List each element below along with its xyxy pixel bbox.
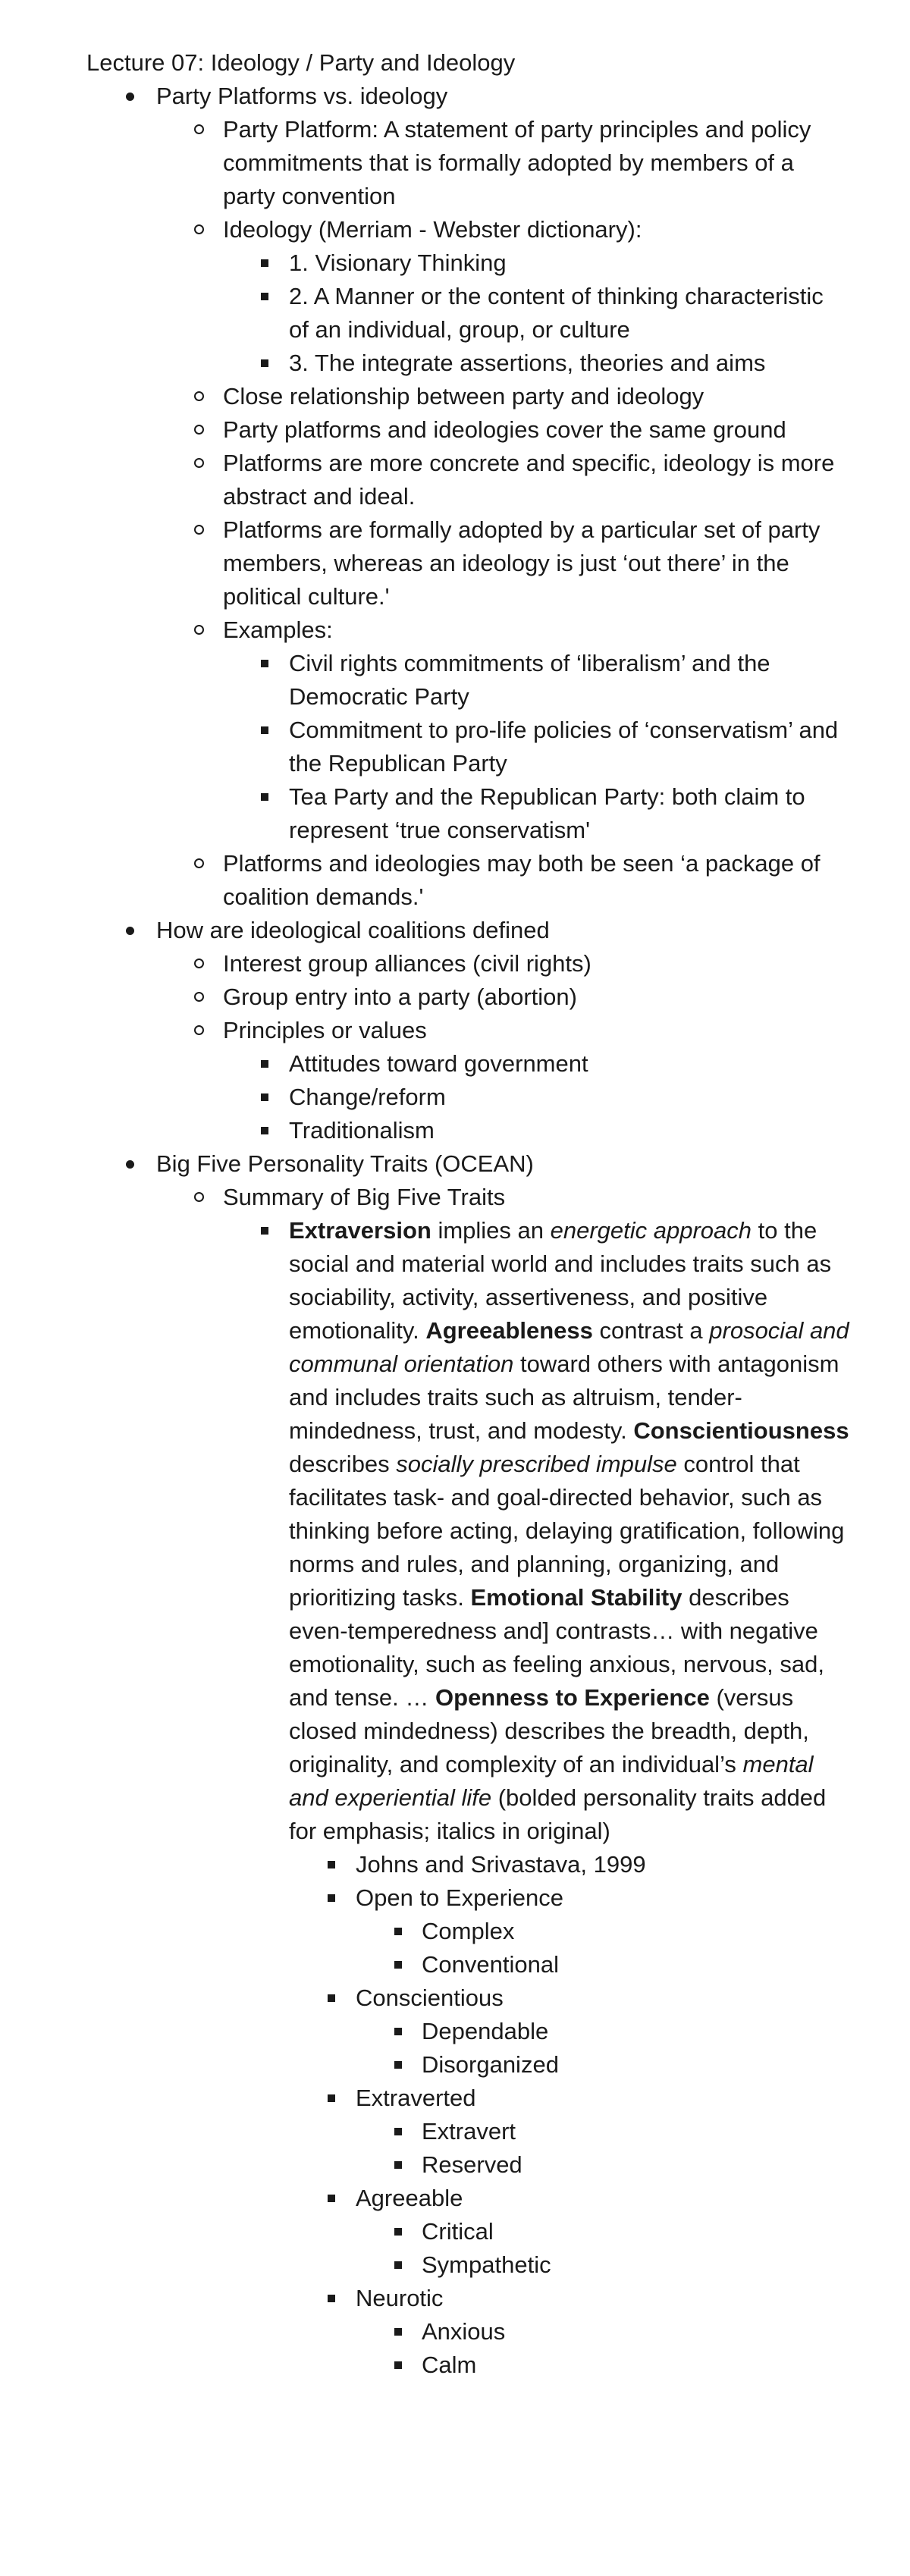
list-item-text: Platforms are formally adopted by a particular set of party members, whereas an ideology is just ‘out there’ in the political culture.' (223, 516, 821, 610)
list-item (0, 380, 910, 413)
trait-pole (0, 2015, 910, 2048)
list-item (0, 1081, 910, 1114)
italic-phrase: prosocial and communal orientation (289, 1317, 849, 1377)
list-item (0, 847, 910, 914)
trait-name: Extraverted (356, 2085, 476, 2111)
list-item-text: Platforms and ideologies may both be seen ‘a package of coalition demands.' (223, 850, 821, 910)
trait-pole (0, 2115, 910, 2148)
circle-bullet-icon (194, 425, 204, 435)
bold-term: Extraversion (289, 1217, 431, 1244)
trait-pole-text: Conventional (422, 1951, 559, 1978)
list-item (0, 280, 910, 347)
paragraph-text: implies an (431, 1217, 551, 1244)
trait-name: Conscientious (356, 1985, 504, 2011)
paragraph-text: (bolded personality traits added for emphasis; italics in original) (289, 1784, 827, 1844)
list-item (0, 914, 910, 947)
citation: Johns and Srivastava, 1999 (356, 1851, 646, 1878)
square-bullet-icon (328, 2094, 335, 2102)
bold-term: Openness to Experience (435, 1684, 710, 1711)
square-bullet-icon (261, 1093, 268, 1101)
trait-pole (0, 1915, 910, 1948)
circle-bullet-icon (194, 124, 204, 134)
list-item-text: Attitudes toward government (289, 1050, 588, 1077)
list-item (0, 1147, 910, 1181)
trait-pole (0, 2148, 910, 2182)
square-bullet-icon (261, 359, 268, 367)
square-bullet-icon (261, 293, 268, 300)
traits-paragraph (0, 1214, 910, 1848)
square-bullet-icon (394, 1928, 402, 1935)
trait-name: Agreeable (356, 2185, 463, 2211)
trait-item (0, 2082, 910, 2115)
square-bullet-icon (394, 2361, 402, 2369)
trait-name: Neurotic (356, 2285, 444, 2311)
list-item (0, 1114, 910, 1147)
square-bullet-icon (328, 2195, 335, 2202)
list-item (0, 447, 910, 513)
italic-phrase: energetic approach (550, 1217, 752, 1244)
italic-phrase: socially prescribed impulse (396, 1451, 677, 1477)
list-item-text: Platforms are more concrete and specific, ideology is more abstract and ideal. (223, 450, 835, 510)
list-item-text: Change/reform (289, 1084, 446, 1110)
section-heading: Party Platforms vs. ideology (156, 83, 448, 109)
disc-bullet-icon (126, 1160, 134, 1169)
trait-name: Open to Experience (356, 1884, 564, 1911)
square-bullet-icon (261, 793, 268, 801)
list-item (0, 1047, 910, 1081)
list-item-text: Ideology (Merriam - Webster dictionary): (223, 216, 642, 243)
trait-pole-text: Extravert (422, 2118, 516, 2145)
trait-item (0, 1881, 910, 1915)
paragraph-text: contrast a (592, 1317, 710, 1344)
section-heading: Big Five Personality Traits (OCEAN) (156, 1150, 534, 1177)
trait-item (0, 2282, 910, 2315)
list-item-text: 3. The integrate assertions, theories and aims (289, 350, 766, 376)
paragraph-text: toward others with antagonism and includes traits such as altruism, tender-mindedness, trust, and modesty. (289, 1351, 839, 1444)
trait-pole-text: Complex (422, 1918, 515, 1944)
outline-list (0, 80, 910, 2382)
square-bullet-icon (394, 2028, 402, 2035)
list-item-text: Principles or values (223, 1017, 427, 1043)
list-item (0, 613, 910, 647)
list-item-text: Group entry into a party (abortion) (223, 984, 577, 1010)
square-bullet-icon (328, 1994, 335, 2002)
paragraph-text: describes even-temperedness and] contrasts… with negative emotionality, such as feeling anxious, nervous, sad, and tense. … (289, 1584, 824, 1711)
circle-bullet-icon (194, 458, 204, 468)
list-item (0, 1848, 910, 1881)
section-heading: How are ideological coalitions defined (156, 917, 550, 943)
trait-item (0, 1981, 910, 2015)
paragraph-text: (versus closed mindedness) describes the breadth, depth, originality, and complexity of an individual’s (289, 1684, 809, 1777)
list-item (0, 981, 910, 1014)
list-item (0, 413, 910, 447)
list-item-text: Close relationship between party and ideology (223, 383, 704, 409)
list-item-text: Party Platform: A statement of party principles and policy commitments that is formally adopted by members of a party convention (223, 116, 811, 209)
list-item (0, 647, 910, 714)
trait-pole-text: Disorganized (422, 2051, 559, 2078)
list-item (0, 213, 910, 246)
circle-bullet-icon (194, 992, 204, 1002)
square-bullet-icon (394, 2328, 402, 2336)
trait-item (0, 2182, 910, 2215)
square-bullet-icon (261, 726, 268, 734)
square-bullet-icon (261, 1060, 268, 1068)
trait-pole (0, 2315, 910, 2349)
list-item-text: Commitment to pro-life policies of ‘conservatism’ and the Republican Party (289, 717, 839, 777)
bold-term: Conscientiousness (633, 1417, 849, 1444)
list-item-text: Summary of Big Five Traits (223, 1184, 506, 1210)
square-bullet-icon (328, 2295, 335, 2302)
square-bullet-icon (394, 2161, 402, 2169)
list-item (0, 1181, 910, 1214)
circle-bullet-icon (194, 391, 204, 401)
italic-phrase: mental and experiential life (289, 1751, 814, 1811)
square-bullet-icon (328, 1894, 335, 1902)
bold-term: Agreeableness (425, 1317, 593, 1344)
list-item-text: 2. A Manner or the content of thinking characteristic of an individual, group, or culture (289, 283, 824, 343)
circle-bullet-icon (194, 525, 204, 535)
page-title: Lecture 07: Ideology / Party and Ideology (86, 49, 516, 76)
list-item-text: Party platforms and ideologies cover the same ground (223, 416, 786, 443)
list-item-text: Civil rights commitments of ‘liberalism’ and the Democratic Party (289, 650, 770, 710)
circle-bullet-icon (194, 1192, 204, 1202)
list-item (0, 80, 910, 113)
square-bullet-icon (394, 2261, 402, 2269)
trait-pole-text: Anxious (422, 2318, 506, 2345)
list-item-text: Interest group alliances (civil rights) (223, 950, 592, 977)
trait-pole (0, 1948, 910, 1981)
circle-bullet-icon (194, 858, 204, 868)
trait-pole-text: Reserved (422, 2151, 522, 2178)
square-bullet-icon (261, 660, 268, 667)
trait-pole (0, 2215, 910, 2248)
list-item (0, 513, 910, 613)
disc-bullet-icon (126, 93, 134, 101)
square-bullet-icon (261, 1227, 268, 1235)
paragraph-text: control that facilitates task- and goal-directed behavior, such as thinking before acting, delaying gratification, following norms and rules, and planning, organizing, and prioritizing tasks. (289, 1451, 845, 1611)
circle-bullet-icon (194, 224, 204, 234)
trait-pole-text: Sympathetic (422, 2251, 551, 2278)
list-item-text: 1. Visionary Thinking (289, 249, 507, 276)
square-bullet-icon (394, 2128, 402, 2135)
trait-pole (0, 2048, 910, 2082)
trait-pole-text: Calm (422, 2352, 477, 2378)
list-item (0, 347, 910, 380)
list-item (0, 780, 910, 847)
circle-bullet-icon (194, 1025, 204, 1035)
list-item-text: Examples: (223, 617, 333, 643)
bold-term: Emotional Stability (470, 1584, 682, 1611)
list-item (0, 947, 910, 981)
circle-bullet-icon (194, 625, 204, 635)
disc-bullet-icon (126, 927, 134, 935)
list-item (0, 714, 910, 780)
square-bullet-icon (394, 1961, 402, 1969)
list-item-text: Tea Party and the Republican Party: both claim to represent ‘true conservatism' (289, 783, 805, 843)
square-bullet-icon (394, 2228, 402, 2236)
trait-pole-text: Critical (422, 2218, 494, 2245)
square-bullet-icon (394, 2061, 402, 2069)
trait-pole (0, 2248, 910, 2282)
paragraph-text: to the social and material world and includes traits such as sociability, activity, assertiveness, and positive emotionality. (289, 1217, 832, 1344)
list-item (0, 113, 910, 213)
list-item (0, 246, 910, 280)
trait-pole (0, 2349, 910, 2382)
list-item-text: Traditionalism (289, 1117, 435, 1144)
square-bullet-icon (328, 1861, 335, 1868)
list-item (0, 1014, 910, 1047)
circle-bullet-icon (194, 959, 204, 968)
square-bullet-icon (261, 1127, 268, 1134)
traits-paragraph-text (289, 1217, 849, 1844)
square-bullet-icon (261, 259, 268, 267)
paragraph-text: describes (289, 1451, 397, 1477)
trait-pole-text: Dependable (422, 2018, 549, 2044)
